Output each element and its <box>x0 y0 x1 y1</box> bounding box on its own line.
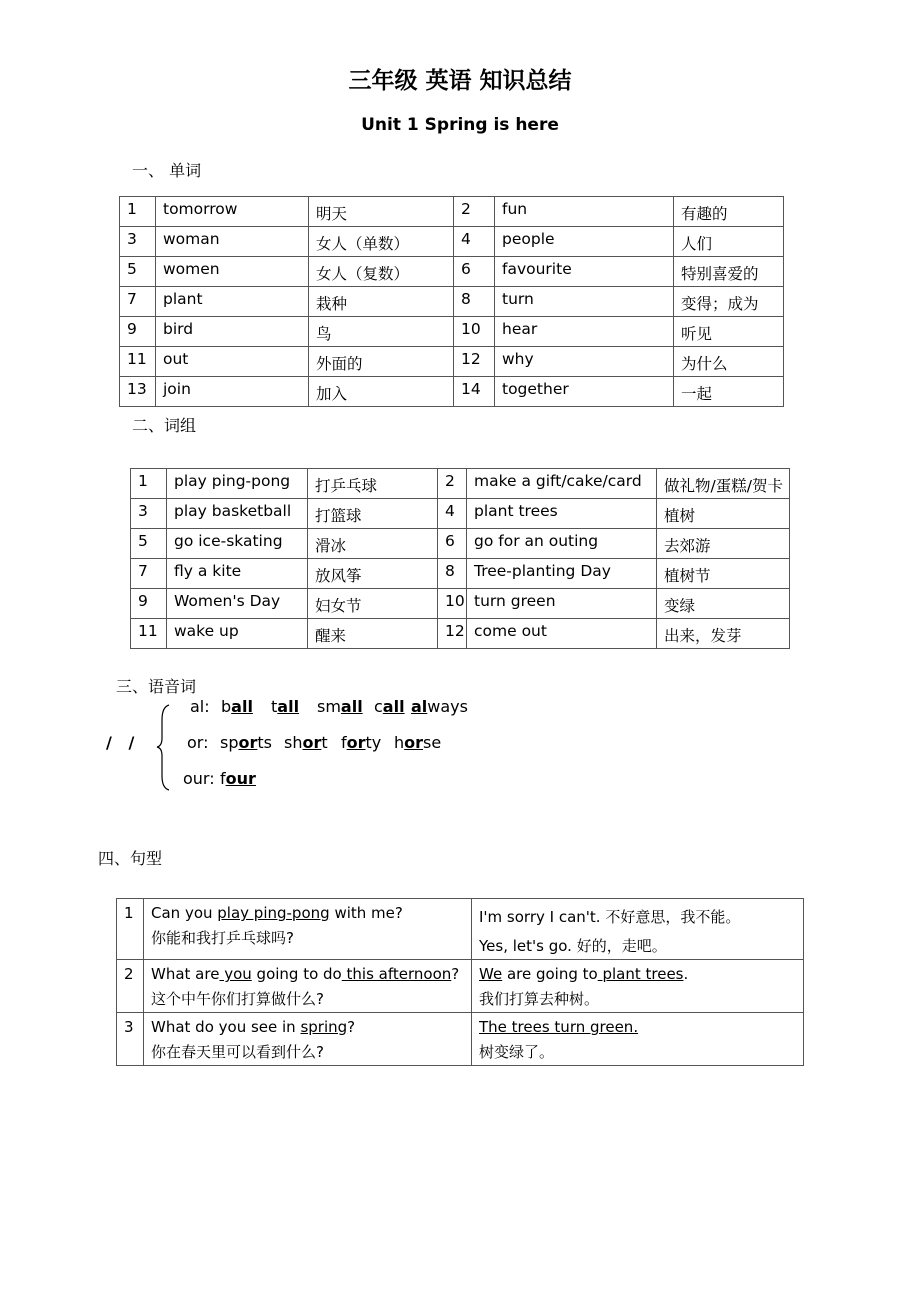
vocab-row <box>120 347 784 377</box>
highlighted-letters: all <box>231 697 253 716</box>
english-cell: join <box>156 377 309 407</box>
highlighted-letters: or <box>346 733 366 752</box>
chinese-cell: 人们 <box>674 227 784 257</box>
english-cell: plant <box>156 287 309 317</box>
chinese-cell: 滑冰 <box>308 529 438 559</box>
vocab-row <box>120 317 784 347</box>
phrase-row <box>131 619 790 649</box>
word-part: t <box>321 733 328 752</box>
chinese-cell: 明天 <box>309 197 454 227</box>
english-cell: plant trees <box>467 499 657 529</box>
chinese-cell: 鸟 <box>309 317 454 347</box>
word-part: sm <box>317 697 341 716</box>
highlighted-letters: al <box>411 697 428 716</box>
number-cell: 2 <box>117 960 144 1013</box>
text: are going to <box>502 965 598 983</box>
phonics-label: al: <box>190 697 210 716</box>
sentence-row <box>117 960 804 1013</box>
text: Can you <box>151 904 218 922</box>
word-part: se <box>423 733 442 752</box>
highlighted-letters: or <box>302 733 322 752</box>
chinese-text: 我们打算去种树。 <box>479 990 600 1008</box>
chinese-cell: 变得；成为 <box>674 287 784 317</box>
chinese-text: 你能和我打乒乓球吗? <box>151 929 294 947</box>
underlined-text: plant trees <box>597 965 684 983</box>
text: ? <box>451 965 460 983</box>
number-cell: 7 <box>131 559 167 589</box>
number-cell: 1 <box>117 899 144 960</box>
chinese-cell: 妇女节 <box>308 589 438 619</box>
number-cell: 10 <box>454 317 495 347</box>
highlighted-letters: all <box>277 697 300 716</box>
english-cell: play ping-pong <box>167 469 308 499</box>
underlined-text: We <box>479 965 503 983</box>
chinese-cell: 栽种 <box>309 287 454 317</box>
number-cell: 6 <box>438 529 467 559</box>
text: going to do <box>251 965 342 983</box>
word-part: ways <box>427 697 468 716</box>
number-cell: 12 <box>438 619 467 649</box>
chinese-cell: 去郊游 <box>657 529 790 559</box>
phrase-row <box>131 499 790 529</box>
question-cell <box>144 960 472 1013</box>
answer-cell <box>472 1013 804 1066</box>
phrase-row <box>131 559 790 589</box>
english-cell: bird <box>156 317 309 347</box>
text: with me? <box>329 904 403 922</box>
vocab-row <box>120 377 784 407</box>
english-cell: play basketball <box>167 499 308 529</box>
phonics-word <box>271 697 299 716</box>
phrase-row <box>131 469 790 499</box>
phonics-word <box>317 697 363 716</box>
english-cell: woman <box>156 227 309 257</box>
answer-cell <box>472 960 804 1013</box>
highlighted-letters: our <box>225 769 256 788</box>
chinese-cell: 有趣的 <box>674 197 784 227</box>
phonics-word <box>374 697 405 716</box>
phonics-word <box>341 733 381 752</box>
text: ? <box>347 1018 356 1036</box>
english-cell: go ice-skating <box>167 529 308 559</box>
number-cell: 13 <box>120 377 156 407</box>
number-cell: 5 <box>120 257 156 287</box>
highlighted-letters: all <box>340 697 363 716</box>
number-cell: 9 <box>120 317 156 347</box>
chinese-cell: 放风筝 <box>308 559 438 589</box>
word-part: f <box>220 769 226 788</box>
number-cell: 4 <box>438 499 467 529</box>
english-cell: fun <box>495 197 674 227</box>
chinese-text: 树变绿了。 <box>479 1043 555 1061</box>
number-cell: 3 <box>117 1013 144 1066</box>
phonics-word <box>411 697 468 716</box>
chinese-text: 这个中午你们打算做什么? <box>151 990 324 1008</box>
number-cell: 11 <box>120 347 156 377</box>
vocab-row <box>120 257 784 287</box>
chinese-cell: 出来，发芽 <box>657 619 790 649</box>
highlighted-letters: or <box>404 733 424 752</box>
english-cell: hear <box>495 317 674 347</box>
vocab-row <box>120 197 784 227</box>
chinese-cell: 听见 <box>674 317 784 347</box>
text: I'm sorry I can't. 不好意思，我不能。 <box>479 908 741 926</box>
english-cell: tomorrow <box>156 197 309 227</box>
chinese-cell: 女人（复数） <box>309 257 454 287</box>
phonics-word <box>284 733 328 752</box>
chinese-cell: 做礼物/蛋糕/贺卡 <box>657 469 790 499</box>
phonetic-symbol: / / <box>106 733 135 752</box>
underlined-text: spring <box>300 1018 348 1036</box>
english-cell: people <box>495 227 674 257</box>
number-cell: 2 <box>438 469 467 499</box>
phrase-row <box>131 589 790 619</box>
number-cell: 10 <box>438 589 467 619</box>
chinese-cell: 女人（单数） <box>309 227 454 257</box>
sentence-row <box>117 899 804 960</box>
word-part: b <box>221 697 232 716</box>
chinese-cell: 打乒乓球 <box>308 469 438 499</box>
chinese-cell: 外面的 <box>309 347 454 377</box>
chinese-cell: 变绿 <box>657 589 790 619</box>
underlined-text: The trees turn green. <box>479 1018 639 1036</box>
english-cell: make a gift/cake/card <box>467 469 657 499</box>
page-title: 三年级 英语 知识总结 <box>348 68 572 94</box>
english-cell: fly a kite <box>167 559 308 589</box>
number-cell: 9 <box>131 589 167 619</box>
number-cell: 4 <box>454 227 495 257</box>
number-cell: 3 <box>120 227 156 257</box>
question-cell <box>144 1013 472 1066</box>
phonics-word <box>220 769 256 788</box>
phonics-word <box>220 733 272 752</box>
chinese-cell: 特别喜爱的 <box>674 257 784 287</box>
word-part: ts <box>257 733 272 752</box>
phonics-label: our: <box>183 769 215 788</box>
unit-title: Unit 1 Spring is here <box>361 115 559 135</box>
chinese-text: Yes, let's go. 好的，走吧。 <box>479 937 667 955</box>
chinese-text: 你在春天里可以看到什么? <box>151 1043 324 1061</box>
text: . <box>683 965 689 983</box>
word-part: sp <box>220 733 239 752</box>
word-part: t <box>271 697 278 716</box>
underlined-text: you <box>219 965 252 983</box>
chinese-cell: 一起 <box>674 377 784 407</box>
section-phonics-heading: 三、语音词 <box>116 677 197 696</box>
number-cell: 6 <box>454 257 495 287</box>
question-cell <box>144 899 472 960</box>
chinese-cell: 植树节 <box>657 559 790 589</box>
english-cell: Tree-planting Day <box>467 559 657 589</box>
number-cell: 12 <box>454 347 495 377</box>
english-cell: go for an outing <box>467 529 657 559</box>
chinese-cell: 加入 <box>309 377 454 407</box>
english-cell: wake up <box>167 619 308 649</box>
english-cell: come out <box>467 619 657 649</box>
english-cell: why <box>495 347 674 377</box>
chinese-cell: 为什么 <box>674 347 784 377</box>
word-part: f <box>341 733 347 752</box>
section-phrases-heading: 二、词组 <box>132 416 197 435</box>
phrase-row <box>131 529 790 559</box>
phonics-word <box>221 697 253 716</box>
number-cell: 5 <box>131 529 167 559</box>
phonics-label: or: <box>187 733 209 752</box>
number-cell: 1 <box>131 469 167 499</box>
vocab-row <box>120 287 784 317</box>
number-cell: 8 <box>438 559 467 589</box>
phrases-table <box>130 468 790 649</box>
english-cell: Women's Day <box>167 589 308 619</box>
word-part: sh <box>284 733 303 752</box>
underlined-text: play ping-pong <box>217 904 330 922</box>
text: What are <box>151 965 220 983</box>
english-cell: turn green <box>467 589 657 619</box>
section-words-heading: 一、 单词 <box>132 161 202 180</box>
number-cell: 14 <box>454 377 495 407</box>
english-cell: together <box>495 377 674 407</box>
phonics-word <box>394 733 441 752</box>
sentence-row <box>117 1013 804 1066</box>
brace-icon <box>155 702 175 792</box>
english-cell: turn <box>495 287 674 317</box>
highlighted-letters: all <box>382 697 405 716</box>
english-cell: favourite <box>495 257 674 287</box>
sentences-table <box>116 898 804 1066</box>
word-part: ty <box>365 733 382 752</box>
highlighted-letters: or <box>238 733 258 752</box>
text: What do you see in <box>151 1018 301 1036</box>
section-sentences-heading: 四、句型 <box>98 849 163 868</box>
word-part: c <box>374 697 383 716</box>
number-cell: 8 <box>454 287 495 317</box>
number-cell: 1 <box>120 197 156 227</box>
underlined-text: this afternoon <box>341 965 452 983</box>
chinese-cell: 植树 <box>657 499 790 529</box>
english-cell: women <box>156 257 309 287</box>
vocab-row <box>120 227 784 257</box>
number-cell: 3 <box>131 499 167 529</box>
number-cell: 2 <box>454 197 495 227</box>
word-part: h <box>394 733 405 752</box>
number-cell: 11 <box>131 619 167 649</box>
answer-cell <box>472 899 804 960</box>
number-cell: 7 <box>120 287 156 317</box>
chinese-cell: 打篮球 <box>308 499 438 529</box>
chinese-cell: 醒来 <box>308 619 438 649</box>
vocabulary-table <box>119 196 784 407</box>
english-cell: out <box>156 347 309 377</box>
